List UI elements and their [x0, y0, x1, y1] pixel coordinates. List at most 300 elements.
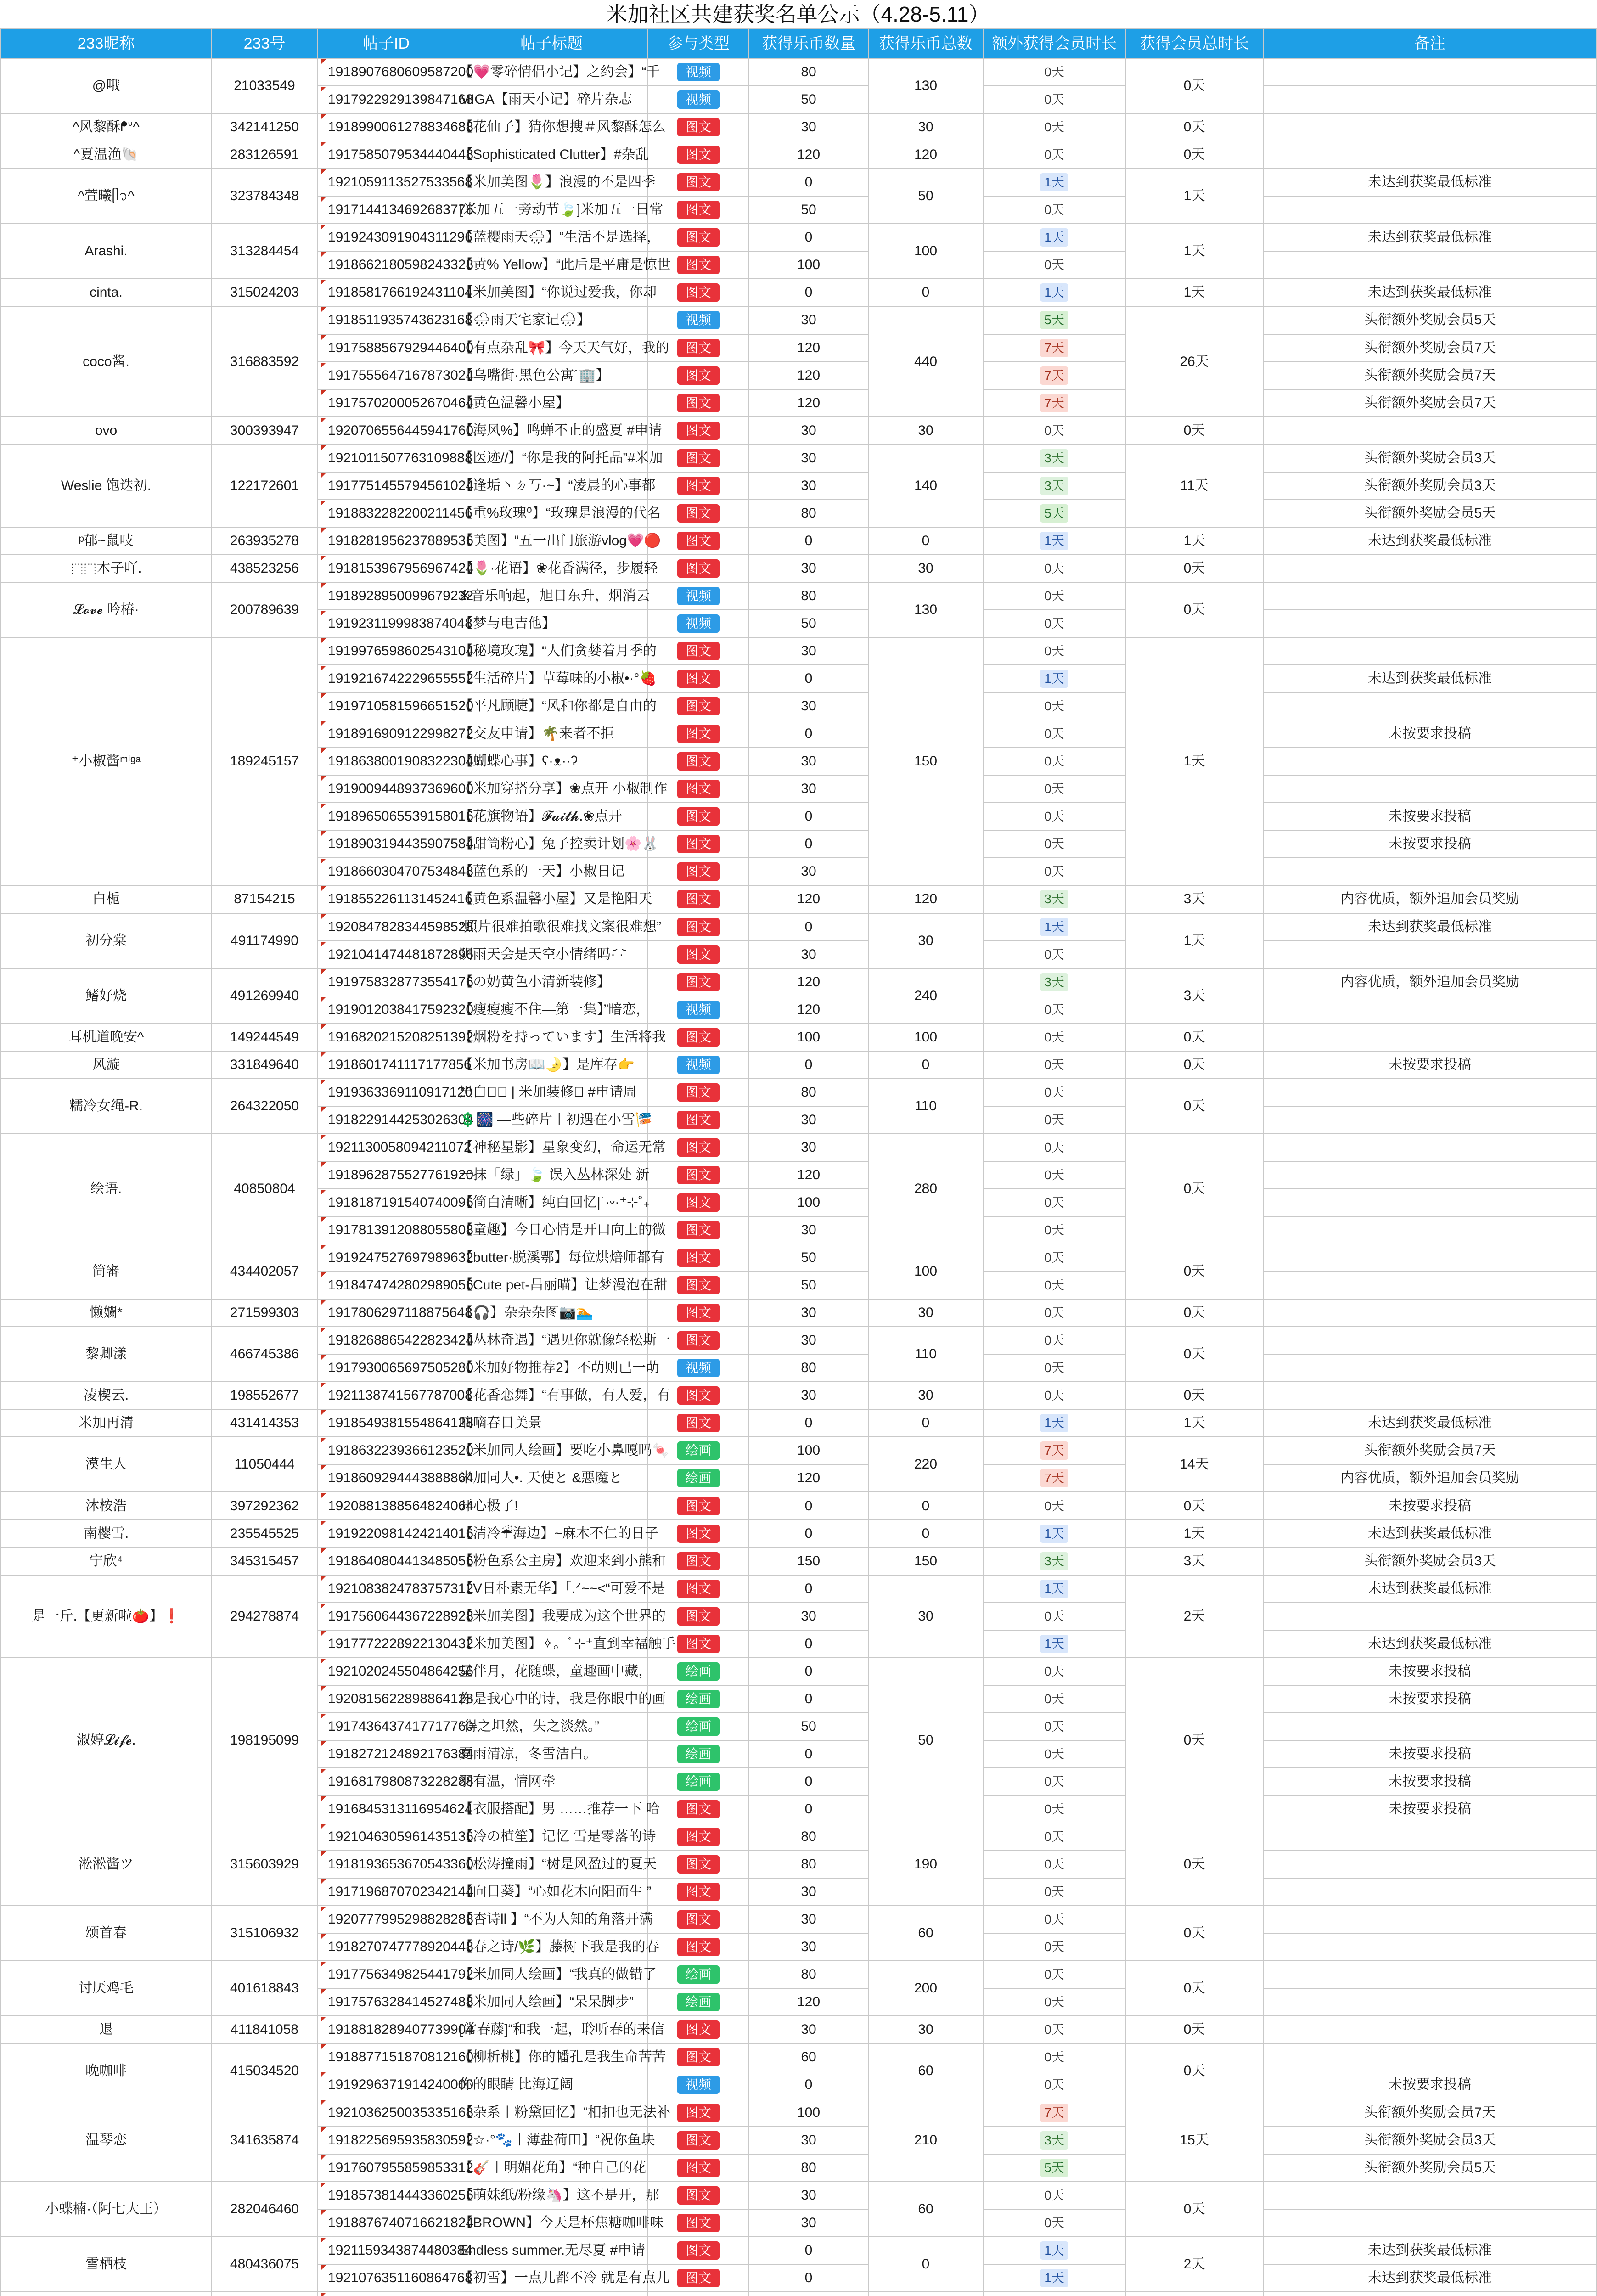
nickname-cell	[0, 2292, 212, 2296]
post-title-cell: 【交友申请】🌴来者不拒	[455, 720, 648, 748]
comment-mark-icon	[321, 1438, 326, 1442]
post-id: 1918187191540740096	[328, 1194, 474, 1210]
post-id-cell	[317, 2071, 474, 2099]
extra-vip-cell	[983, 1106, 1125, 1134]
vip-days: 0天	[1044, 2050, 1064, 2065]
comment-mark-icon	[321, 1052, 326, 1057]
vip-days: 3天	[1040, 890, 1068, 908]
vip-total-cell: 0天	[1125, 2016, 1263, 2043]
post-id: 1917555647167873024	[328, 367, 474, 383]
table-row	[0, 141, 1597, 169]
uid-cell: 323784348	[212, 169, 317, 224]
coins-cell: 0	[749, 527, 868, 555]
note-cell	[1263, 196, 1597, 224]
coins-cell: 150	[749, 1548, 868, 1575]
type-badge: 视频	[677, 614, 720, 633]
post-title-cell: Endless summer.无尽夏 #申请	[455, 2237, 648, 2264]
post-id: 1917560644367228928	[328, 1608, 474, 1624]
coins-total-cell: 0	[868, 279, 983, 306]
extra-vip-cell	[983, 1189, 1125, 1216]
extra-vip-cell	[983, 1851, 1125, 1878]
post-title-cell: [米加五一旁动节🍃]米加五一日常	[455, 196, 648, 224]
post-id: 1919216742229655552	[328, 671, 474, 687]
type-badge: 图文	[677, 1497, 720, 1515]
post-id-cell	[317, 555, 474, 582]
coins-cell: 30	[749, 1299, 868, 1327]
post-id-cell	[317, 1520, 474, 1548]
coins-cell: 60	[749, 2043, 868, 2071]
vip-total-cell: 0天	[1125, 1327, 1263, 1382]
post-title-cell: 💲🎆 —些碎片丨初遇在小雪🎏	[455, 1106, 648, 1134]
note-cell: 头衔额外奖励会员3天	[1263, 1548, 1597, 1575]
post-id: 1921041474481872896	[328, 946, 474, 962]
post-id-cell	[317, 941, 474, 968]
comment-mark-icon	[321, 280, 326, 284]
coins-cell: 30	[749, 858, 868, 885]
table-row	[0, 306, 1597, 334]
type-badge: 绘画	[677, 1965, 720, 1984]
coins-cell: 50	[749, 196, 868, 224]
extra-vip-cell	[983, 279, 1125, 306]
post-id: 1918662180598243328	[328, 257, 474, 273]
vip-total-cell: 0天	[1125, 1024, 1263, 1051]
comment-mark-icon	[321, 831, 326, 836]
vip-total-cell: 1天	[1125, 224, 1263, 279]
post-id: 1919710581596651520	[328, 698, 474, 714]
post-id-cell	[317, 141, 474, 169]
type-badge: 图文	[677, 670, 720, 688]
post-id: 1918549381554864128	[328, 1415, 474, 1431]
comment-mark-icon	[321, 2210, 326, 2215]
note-cell	[1263, 251, 1597, 279]
extra-vip-cell	[983, 1658, 1125, 1685]
post-title-cell: 【柳析桃】你的幡孔是我生命苦苦	[455, 2043, 648, 2071]
coins-cell: 0	[749, 2264, 868, 2292]
type-cell	[648, 2237, 749, 2264]
type-cell	[648, 858, 749, 885]
post-id-cell	[317, 113, 474, 141]
extra-vip-cell	[983, 500, 1125, 527]
nickname-cell: 是一斤.【更新啦🍅】❗	[0, 1575, 212, 1658]
uid-cell: 189245157	[212, 637, 317, 885]
extra-vip-cell	[983, 2016, 1125, 2043]
uid-cell: 480436075	[212, 2237, 317, 2292]
table-row	[0, 1658, 1597, 1685]
post-id: 1918573814443360256	[328, 2187, 474, 2203]
table-row	[0, 2237, 1597, 2264]
vip-total-cell: 1天	[1125, 1409, 1263, 1437]
comment-mark-icon	[321, 1907, 326, 1911]
coins-cell: 80	[749, 500, 868, 527]
extra-vip-cell	[983, 1299, 1125, 1327]
post-id: 1918268865422823424	[328, 1333, 474, 1348]
uid-cell: 122172601	[212, 445, 317, 527]
comment-mark-icon	[321, 114, 326, 119]
table-row	[0, 1492, 1597, 1519]
coins-cell: 0	[749, 830, 868, 858]
table-row	[0, 913, 1597, 941]
uid-cell: 491174990	[212, 913, 317, 968]
post-title-cell: 【甜筒粉心】兔子控卖计划🌸🐰	[455, 830, 648, 858]
type-cell	[648, 445, 749, 472]
coins-cell: 0	[749, 1051, 868, 1079]
coins-cell: 120	[749, 141, 868, 169]
post-id-cell	[317, 1134, 472, 1161]
coins-total-cell	[868, 2292, 983, 2296]
type-badge: 图文	[677, 642, 720, 660]
post-id: 1918609294443888864	[328, 1470, 474, 1486]
post-id: 1918876740716621824	[328, 2215, 474, 2230]
vip-days: 1天	[1040, 1580, 1068, 1598]
coins-cell	[749, 2292, 868, 2296]
type-badge: 图文	[677, 1938, 720, 1956]
post-title-cell: 【米加同人绘画】要吃小鼻嘎吗🍬	[455, 1437, 648, 1464]
type-badge: 图文	[677, 2241, 720, 2260]
type-badge: 图文	[677, 118, 720, 136]
vip-total-cell: 2天	[1125, 2237, 1263, 2292]
post-id: 1918474742802989056	[328, 1277, 474, 1293]
table-row	[0, 113, 1597, 141]
coins-total-cell: 190	[868, 1823, 983, 1906]
uid-cell: 264322050	[212, 1079, 317, 1134]
vip-days: 0天	[1044, 699, 1064, 714]
extra-vip-cell	[983, 1961, 1125, 1988]
coins-total-cell: 220	[868, 1437, 983, 1492]
coins-total-cell: 30	[868, 1382, 983, 1409]
type-cell	[648, 1354, 749, 1382]
extra-vip-cell	[983, 1079, 1125, 1106]
table-row	[0, 1906, 1597, 1933]
note-cell: 内容优质，额外追加会员奖励	[1263, 1464, 1597, 1492]
nickname-cell: 绘语.	[0, 1134, 212, 1244]
nickname-cell: ovo	[0, 417, 212, 445]
coins-total-cell: 0	[868, 1409, 983, 1437]
extra-vip-cell	[983, 527, 1125, 555]
post-id: 1917813912088055808	[328, 1222, 474, 1238]
type-badge: 图文	[677, 1083, 720, 1102]
extra-vip-cell	[983, 775, 1125, 803]
vip-days: 0天	[1044, 1829, 1064, 1844]
extra-vip-cell	[983, 996, 1125, 1024]
comment-mark-icon	[321, 1934, 326, 1939]
vip-days: 7天	[1040, 366, 1068, 385]
post-title-cell: 【春之诗/🌿】藤树下我是我的春	[455, 1933, 648, 1961]
comment-mark-icon	[321, 776, 326, 781]
coins-cell: 30	[749, 2016, 868, 2043]
type-badge: 图文	[677, 1193, 720, 1212]
column-header: 参与类型	[648, 29, 749, 58]
note-cell: 未按要求投稿	[1263, 2071, 1597, 2099]
post-id: 1918962875527761920	[328, 1167, 474, 1182]
post-title-cell: 【秘境玫瑰】“人们贪婪着月季的	[455, 637, 648, 665]
coins-cell: 30	[749, 417, 868, 445]
type-badge: 绘画	[677, 1745, 720, 1763]
type-cell	[648, 803, 749, 830]
coins-cell: 30	[749, 1327, 868, 1354]
vip-total-cell: 0天	[1125, 1906, 1263, 1961]
post-title-cell: 【黄色温馨小屋】	[455, 389, 648, 417]
note-cell: 未达到获奖最低标准	[1263, 913, 1597, 941]
table-row	[0, 1244, 1597, 1272]
post-id-cell	[317, 2209, 474, 2237]
post-id: 1919247527697989632	[328, 1250, 474, 1266]
type-badge: 图文	[677, 1552, 720, 1570]
coins-total-cell: 0	[868, 1520, 983, 1548]
coins-cell: 80	[749, 582, 868, 610]
type-cell	[648, 720, 749, 748]
vip-days: 0天	[1044, 1912, 1064, 1927]
post-title-cell: ※音乐响起，旭日东升，烟消云	[455, 582, 648, 610]
post-id: 1916845313116954624	[328, 1801, 472, 1817]
post-id-cell	[317, 1382, 472, 1409]
post-id: 1918928950099679232	[328, 588, 474, 603]
note-cell	[1263, 58, 1597, 86]
vip-total-cell: 0天	[1125, 1244, 1263, 1299]
comment-mark-icon	[321, 142, 326, 146]
type-cell	[648, 941, 749, 968]
post-id: 1921138741567787008	[328, 1388, 472, 1403]
post-title-cell: 嘀嘀春日美景	[455, 1409, 648, 1437]
table-row	[0, 445, 1597, 472]
nickname-cell: 雪栖枝	[0, 2237, 212, 2292]
note-cell: 未达到获奖最低标准	[1263, 527, 1597, 555]
coins-cell: 30	[749, 1603, 868, 1630]
type-badge: 图文	[677, 146, 720, 164]
note-cell	[1263, 2182, 1597, 2209]
extra-vip-cell	[983, 637, 1125, 665]
note-cell	[1263, 1878, 1597, 1906]
type-cell	[648, 279, 749, 306]
type-badge: 图文	[677, 2131, 720, 2150]
vip-days: 0天	[1044, 726, 1064, 741]
uid-cell: 491269940	[212, 968, 317, 1024]
table-row	[0, 2016, 1597, 2043]
vip-total-cell: 0天	[1125, 1658, 1263, 1823]
type-badge: 视频	[677, 2076, 720, 2094]
post-id-cell	[317, 1464, 474, 1492]
type-badge: 图文	[677, 2214, 720, 2232]
table-row	[0, 1575, 1597, 1603]
vip-total-cell: 1天	[1125, 637, 1263, 885]
comment-mark-icon	[321, 1107, 326, 1112]
nickname-cell: 白栀	[0, 885, 212, 913]
type-cell	[648, 1464, 749, 1492]
table-row	[0, 2099, 1597, 2127]
post-id: 1920706556445941760	[328, 422, 474, 438]
post-title-cell: 【🎧】杂杂杂图📷🏊	[455, 1299, 648, 1327]
table-row	[0, 224, 1597, 251]
post-id-cell	[317, 1437, 474, 1464]
comment-mark-icon	[321, 1272, 326, 1277]
type-badge: 图文	[677, 945, 720, 964]
type-cell	[648, 555, 749, 582]
type-badge: 绘画	[677, 1717, 720, 1736]
note-cell: 未达到获奖最低标准	[1263, 2264, 1597, 2292]
vip-days: 1天	[1040, 2269, 1068, 2287]
type-badge: 图文	[677, 1414, 720, 1432]
extra-vip-cell	[983, 113, 1125, 141]
coins-total-cell: 150	[868, 637, 983, 885]
table-row	[0, 555, 1597, 582]
vip-total-cell: 0天	[1125, 2043, 1263, 2099]
nickname-cell: ⁺小椒酱ᵐⁱᵍᵃ	[0, 637, 212, 885]
column-header: 获得乐币数量	[749, 29, 868, 58]
vip-total-cell: 0天	[1125, 1079, 1263, 1134]
coins-total-cell: 30	[868, 113, 983, 141]
post-title-cell: 黑白系🏻 | 米加装修🛏 #申请周	[455, 1079, 648, 1106]
vip-days: 0天	[1044, 947, 1064, 962]
coins-total-cell: 280	[868, 1134, 983, 1244]
uid-cell: 263935278	[212, 527, 317, 555]
extra-vip-cell	[983, 2099, 1125, 2127]
note-cell: 未达到获奖最低标准	[1263, 1409, 1597, 1437]
coins-cell: 100	[749, 2099, 868, 2127]
nickname-cell: coco酱.	[0, 306, 212, 416]
comment-mark-icon	[321, 1962, 326, 1966]
post-id-cell	[317, 1216, 474, 1244]
coins-cell: 80	[749, 58, 868, 86]
type-cell	[648, 86, 749, 113]
note-cell	[1263, 1106, 1597, 1134]
note-cell	[1263, 1161, 1597, 1189]
uid-cell: 198195099	[212, 1658, 317, 1823]
post-id-cell	[317, 2182, 474, 2209]
vip-total-cell: 0天	[1125, 113, 1263, 141]
type-badge: 图文	[677, 752, 720, 771]
note-cell	[1263, 1961, 1597, 1988]
note-cell: 未按要求投稿	[1263, 1658, 1597, 1685]
coins-cell: 30	[749, 1216, 868, 1244]
post-title-cell: 【Cute pet-昌丽喵】让梦漫泡在甜	[455, 1272, 648, 1299]
note-cell: 头衔额外奖励会员3天	[1263, 445, 1597, 472]
coins-total-cell: 130	[868, 582, 983, 637]
uid-cell: 466745386	[212, 1327, 317, 1382]
post-title-cell: 【童趣】今日心情是开口向上的微	[455, 1216, 648, 1244]
note-cell	[1263, 1713, 1597, 1740]
table-row	[0, 1548, 1597, 1575]
comment-mark-icon	[321, 1383, 326, 1387]
extra-vip-cell	[983, 1492, 1125, 1519]
note-cell: 未按要求投稿	[1263, 830, 1597, 858]
post-title-cell: 你是我心中的诗，我是你眼中的画	[455, 1685, 648, 1713]
type-cell	[648, 1520, 749, 1548]
vip-days: 0天	[1044, 1361, 1064, 1375]
vip-days: 0天	[1044, 258, 1064, 272]
post-title-cell: 【🎸丨明媚花角】“种自己的花	[455, 2154, 648, 2182]
coins-cell: 100	[749, 1024, 868, 1051]
note-cell: 未达到获奖最低标准	[1263, 279, 1597, 306]
vip-days: 0天	[1044, 1388, 1064, 1403]
comment-mark-icon	[321, 1714, 326, 1718]
note-cell	[1263, 417, 1597, 445]
vip-days: 0天	[1044, 1278, 1064, 1293]
vip-days: 1天	[1040, 1635, 1068, 1653]
extra-vip-cell	[983, 968, 1125, 996]
type-badge: 图文	[677, 1331, 720, 1350]
comment-mark-icon	[321, 942, 326, 946]
vip-days: 0天	[1044, 1112, 1064, 1127]
post-id-cell	[317, 720, 474, 748]
type-badge: 绘画	[677, 1469, 720, 1487]
post-title-cell: 米加同人•. 天使と &悪魔と	[455, 1464, 648, 1492]
coins-cell: 0	[749, 803, 868, 830]
extra-vip-cell	[983, 1244, 1125, 1272]
comment-mark-icon	[321, 1659, 326, 1663]
type-cell	[648, 913, 749, 941]
note-cell: 未达到获奖最低标准	[1263, 169, 1597, 196]
nickname-cell: 初分棠	[0, 913, 212, 968]
type-badge: 图文	[677, 2186, 720, 2205]
post-id-cell	[317, 251, 474, 279]
vip-total-cell: 1天	[1125, 169, 1263, 224]
note-cell: 未达到获奖最低标准	[1263, 1575, 1597, 1603]
post-title-cell: 【初雪】一点儿都不冷 就是有点儿	[455, 2264, 648, 2292]
vip-days: 0天	[1044, 561, 1064, 575]
type-cell	[648, 224, 749, 251]
post-title-cell: 【🌷·花语】❀花香满径，步履轻	[455, 555, 648, 582]
coins-total-cell: 120	[868, 141, 983, 169]
extra-vip-cell	[983, 1630, 1125, 1658]
vip-days: 1天	[1040, 918, 1068, 936]
type-badge: 图文	[677, 477, 720, 495]
vip-days: 0天	[1044, 2077, 1064, 2092]
coins-cell: 50	[749, 610, 868, 637]
table-row	[0, 637, 1597, 665]
type-badge: 图文	[677, 201, 720, 219]
type-badge: 图文	[677, 1386, 720, 1405]
comment-mark-icon	[321, 2155, 326, 2160]
coins-cell: 30	[749, 306, 868, 334]
post-title-cell: 羽有温，情网牵	[455, 1768, 648, 1795]
vip-days: 7天	[1040, 1441, 1068, 1460]
vip-days: 0天	[1044, 203, 1064, 217]
type-badge: 图文	[677, 1607, 720, 1626]
post-id: 1921083824783757312	[328, 1581, 474, 1596]
note-cell: 未按要求投稿	[1263, 1492, 1597, 1519]
comment-mark-icon	[321, 307, 326, 312]
coins-total-cell: 440	[868, 306, 983, 416]
extra-vip-cell	[983, 2209, 1125, 2237]
coins-cell: 120	[749, 996, 868, 1024]
type-badge: 视频	[677, 1056, 720, 1074]
coins-cell: 30	[749, 2127, 868, 2154]
type-badge: 图文	[677, 1166, 720, 1184]
vip-days: 0天	[1044, 1609, 1064, 1623]
uid-cell: 271599303	[212, 1299, 317, 1327]
nickname-cell: ᵖ郁~鼠吱	[0, 527, 212, 555]
post-id-cell	[317, 665, 474, 692]
comment-mark-icon	[321, 1851, 326, 1856]
nickname-cell: ^夏温渔🐚	[0, 141, 212, 169]
extra-vip-cell	[983, 251, 1125, 279]
post-id-cell	[317, 196, 474, 224]
post-title-cell	[455, 2292, 648, 2296]
coins-cell: 0	[749, 1492, 868, 1519]
column-header: 额外获得会员时长	[983, 29, 1125, 58]
note-cell: 未按要求投稿	[1263, 803, 1597, 830]
post-id-cell	[317, 1658, 474, 1685]
note-cell: 头衔额外奖励会员5天	[1263, 500, 1597, 527]
extra-vip-cell	[983, 1272, 1125, 1299]
note-cell: 未达到获奖最低标准	[1263, 224, 1597, 251]
type-badge: 图文	[677, 2104, 720, 2122]
vip-days: 1天	[1040, 532, 1068, 550]
post-title-cell: 【米加美图🌷】浪漫的不是四季	[455, 169, 648, 196]
table-row	[0, 2292, 1597, 2296]
post-title-cell: 【米加好物推荐2】不萌则已一萌	[455, 1354, 648, 1382]
post-title-cell: 【向日葵】“心如花木向阳而生 ”	[455, 1878, 648, 1906]
post-id-cell	[317, 582, 474, 610]
